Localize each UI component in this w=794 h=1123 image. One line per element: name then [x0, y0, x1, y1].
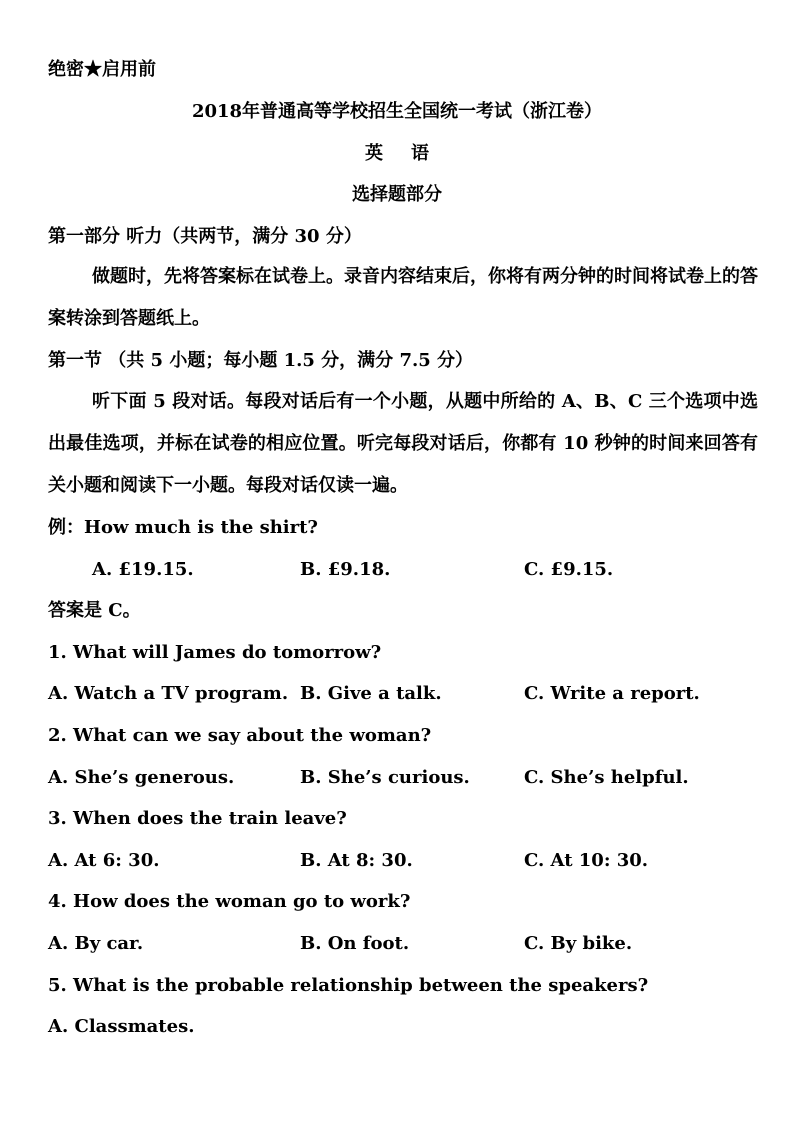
- question-4-option-a: A. By car.: [48, 933, 144, 954]
- question-4-option-b: B. On foot.: [300, 933, 410, 954]
- subject-title-part1: 英: [365, 143, 383, 164]
- question-3: 3. When does the train leave?: [48, 808, 347, 829]
- question-2-option-c: C. She’s helpful.: [524, 767, 689, 788]
- question-1-option-c: C. Write a report.: [524, 683, 700, 704]
- section1-instructions: 听下面 5 段对话。每段对话后有一个小题，从题中所给的 A、B、C 三个选项中选出最佳选项，并标在试卷的相应位置。听完每段对话后，你都有 10 秒钟的时间来回答有关小题和阅读下一小题。每段对话仅读一遍。: [48, 391, 758, 496]
- part1-instructions: 做题时，先将答案标在试卷上。录音内容结束后，你将有两分钟的时间将试卷上的答案转涂到答题纸上。: [48, 266, 758, 329]
- question-4: 4. How does the woman go to work?: [48, 891, 411, 912]
- question-5-option-a: A. Classmates.: [48, 1016, 195, 1037]
- example-option-c: C. £9.15.: [524, 559, 614, 580]
- question-2-option-a: A. She’s generous.: [48, 767, 235, 788]
- question-1: 1. What will James do tomorrow?: [48, 642, 382, 663]
- example-option-a: A. £19.15.: [92, 559, 194, 580]
- question-1-option-a: A. Watch a TV program.: [48, 683, 289, 704]
- secrecy-label: 绝密★启用前: [48, 59, 156, 80]
- exam-title: 2018年普通高等学校招生全国统一考试（浙江卷）: [191, 101, 603, 122]
- question-5: 5. What is the probable relationship between the speakers?: [48, 975, 649, 996]
- question-3-option-a: A. At 6: 30.: [48, 850, 160, 871]
- example-answer: 答案是 C。: [48, 600, 141, 621]
- example-question: 例：How much is the shirt?: [48, 517, 318, 538]
- subject-title: [0, 142, 794, 166]
- question-2-option-b: B. She’s curious.: [300, 767, 470, 788]
- question-4-option-c: C. By bike.: [524, 933, 633, 954]
- question-1-option-b: B. Give a talk.: [300, 683, 442, 704]
- example-option-b: B. £9.18.: [300, 559, 391, 580]
- question-3-option-c: C. At 10: 30.: [524, 850, 649, 871]
- section1-title: 第一节 （共 5 小题；每小题 1.5 分，满分 7.5 分）: [48, 350, 474, 371]
- question-3-option-b: B. At 8: 30.: [300, 850, 413, 871]
- section-heading: 选择题部分: [352, 184, 442, 205]
- subject-title-part2: 语: [411, 143, 429, 164]
- question-2: 2. What can we say about the woman?: [48, 725, 432, 746]
- part1-title: 第一部分 听力（共两节，满分 30 分）: [48, 226, 362, 247]
